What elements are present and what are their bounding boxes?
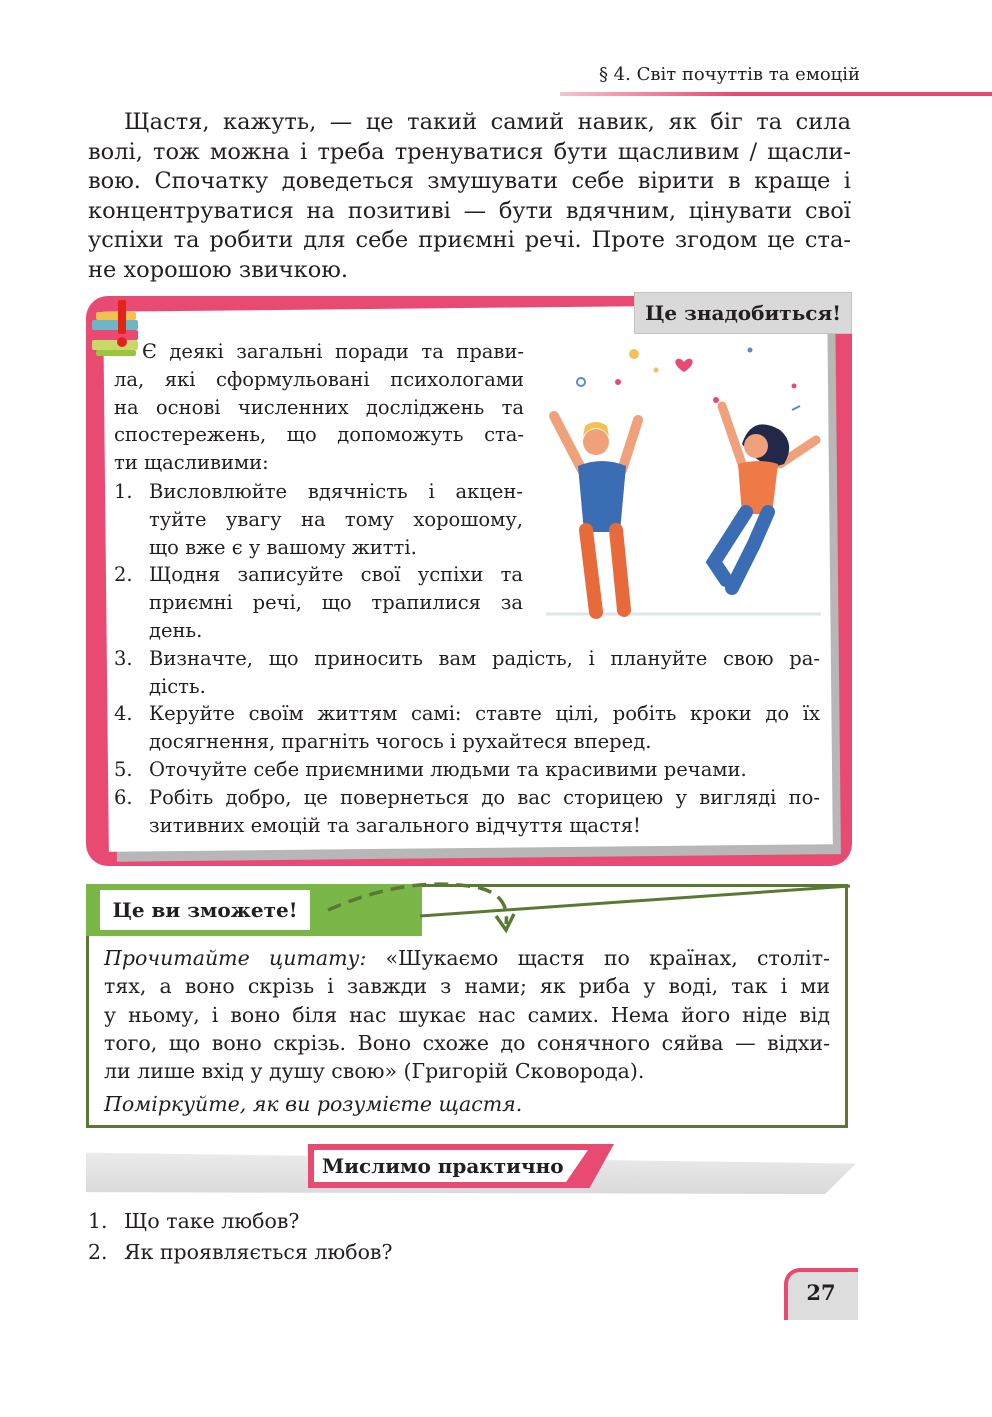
task-question: Поміркуйте, як ви розумієте щастя. xyxy=(104,1092,523,1116)
quote-block xyxy=(104,944,830,1085)
question-number: 1. xyxy=(88,1209,108,1233)
list-item-number: 1. xyxy=(114,480,133,503)
list-item-line: приємні речі, що трапилися за xyxy=(149,591,523,615)
quote-line: того, що воно скрізь. Воно схоже до сонячного сяйва — відхи- xyxy=(104,1030,830,1055)
question-list xyxy=(88,1206,392,1268)
question-text: Як проявляється любов? xyxy=(124,1240,393,1264)
quote-line: у ньому, і воно біля нас шукає нас самих. Нема його ніде від xyxy=(104,1002,830,1027)
list-item xyxy=(88,1206,392,1237)
tip-intro-line: Є деякі загальні поради та прави- xyxy=(142,340,524,363)
quote-text: «Шукаємо щастя по країнах, століт- xyxy=(385,946,830,970)
list-item xyxy=(114,645,820,701)
list-item-line: що вже є у вашому житті. xyxy=(149,535,417,559)
intro-paragraph xyxy=(88,108,851,285)
list-item xyxy=(114,756,820,784)
intro-line: успіхи та робити для себе приємні речі. Проте згодом це ста- xyxy=(88,227,851,253)
intro-line: Щастя, кажуть, — це такий самий навик, як біг та сила xyxy=(124,109,851,135)
list-item-line: Щодня записуйте свої успіхи та xyxy=(149,563,523,587)
question-number: 2. xyxy=(88,1240,108,1264)
list-item-number: 5. xyxy=(114,757,133,781)
list-item-line: досягнення, прагніть чогось і рухайтеся вперед. xyxy=(149,730,652,754)
list-item-line: Робіть добро, це повернеться до вас сторицею у вигляді по- xyxy=(149,785,820,809)
tip-intro-line: на основі численних досліджень та xyxy=(114,395,524,419)
quote-line xyxy=(104,944,830,972)
tip-list xyxy=(114,478,820,839)
list-item-line: день. xyxy=(149,618,203,642)
quote-label: Прочитайте цитату: xyxy=(104,946,367,970)
list-item xyxy=(114,478,820,561)
intro-line: вою. Спочатку доведеться змушувати себе вірити в краще і xyxy=(88,168,851,194)
tip-intro-line: спостережень, що допоможуть ста- xyxy=(114,423,524,447)
intro-line: не хорошою звичкою. xyxy=(88,256,349,283)
list-item xyxy=(114,561,820,644)
intro-line: концентруватися на позитиві — бути вдячним, цінувати свої xyxy=(88,197,851,224)
quote-line: ли лише вхід у душу свою» (Григорій Сковорода). xyxy=(104,1059,645,1084)
running-header: § 4. Світ почуттів та емоцій xyxy=(598,64,860,85)
list-item xyxy=(88,1237,392,1268)
tip-intro-line: ти щасливими: xyxy=(114,451,269,475)
tip-intro-line: ла, які сформульовані психологами xyxy=(114,367,524,391)
intro-line: волі, тож можна і треба тренуватися бути щасливим / щасли- xyxy=(88,138,851,165)
list-item-line: Керуйте своїм життям самі: ставте цілі, робіть кроки до їх xyxy=(149,702,820,726)
list-item-number: 2. xyxy=(114,563,133,587)
tip-intro xyxy=(114,338,524,477)
list-item-line: дість. xyxy=(149,674,206,698)
tip-box-tag: Це знадобиться! xyxy=(634,292,852,334)
header-rule xyxy=(560,92,992,96)
list-item-line: Визначте, що приносить вам радість, і плануйте свою ра- xyxy=(149,646,820,670)
list-item-line: туйте увагу на тому хорошому, xyxy=(149,507,523,531)
list-item xyxy=(114,700,820,756)
task-box-tag: Це ви зможете! xyxy=(100,890,310,930)
section-title: Мислимо практично xyxy=(322,1154,564,1178)
list-item xyxy=(114,784,820,840)
quote-line: тях, а воно скрізь і завжди з нами; як риба у воді, так і ми xyxy=(104,974,830,999)
list-item-number: 3. xyxy=(114,646,133,670)
page-number: 27 xyxy=(806,1280,836,1305)
list-item-line: Висловлюйте вдячність і акцен- xyxy=(149,480,523,503)
list-item-line: Оточуйте себе приємними людьми та красивими речами. xyxy=(149,757,747,781)
list-item-number: 6. xyxy=(114,785,133,809)
list-item-number: 4. xyxy=(114,702,133,726)
dashed-arrow-icon xyxy=(320,874,856,934)
list-item-line: зитивних емоцій та загального відчуття щастя! xyxy=(149,813,641,837)
question-text: Що таке любов? xyxy=(124,1209,300,1233)
